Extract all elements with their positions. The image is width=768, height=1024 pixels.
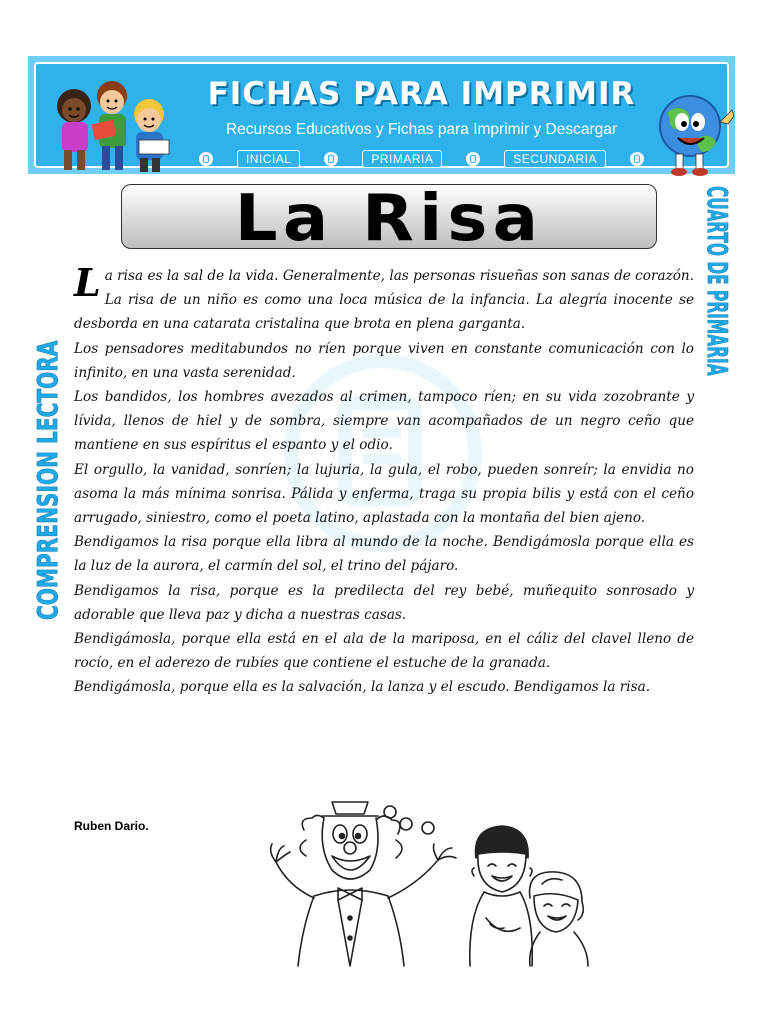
page-title: La Risa xyxy=(234,182,544,256)
story-text xyxy=(74,260,694,700)
story-paragraph: Bendigamos la risa porque ella libra al mundo de la noche. Bendigámosla porque ella es la luz de la aurora, el carmín del sol, el trino del pájaro. xyxy=(74,534,694,575)
nav-primaria-button[interactable]: PRIMARIA xyxy=(362,150,442,168)
story-paragraph: El orgullo, la vanidad, sonríen; la lujuria, la gula, el robo, pueden sonreír; la envidia no asoma la más mínima sonrisa. Pálida y enferma, traga su propia bilis y está con el ceño arrugado, siniestro, como el poeta latino, aplastada con la montaña del bien ajeno. xyxy=(74,461,694,527)
story-paragraph: Bendigámosla, porque ella está en el ala de la mariposa, en el cáliz del clavel lleno de rocío, en el aderezo de rubíes que contiene el estuche de la granada. xyxy=(74,631,694,672)
story-first-paragraph: a risa es la sal de la vida. Generalmente, las personas risueñas son sanas de corazón. La risa de un niño es como una loca música de la infancia. La alegría inocente se desborda en una catarata cristalina que brota en plena garganta. xyxy=(74,268,694,333)
story-paragraph xyxy=(74,260,694,337)
side-title-left xyxy=(25,190,75,620)
side-title-right xyxy=(692,186,742,498)
comprension-lectora-label: COMPRENSION LECTORA xyxy=(31,340,64,620)
story-paragraph: Bendigamos la risa, porque es la predilecta del rey bebé, muñequito sonrosado y adorable que lleva paz y dicha a nuestras casas. xyxy=(74,582,694,623)
site-title: FICHAS PARA IMPRIMIR xyxy=(207,76,636,112)
nav-bullet-icon xyxy=(199,152,213,166)
site-nav xyxy=(199,148,644,170)
nav-bullet-icon xyxy=(630,152,644,166)
header-banner-inner xyxy=(34,62,729,168)
story-paragraph: Bendigámosla, porque ella es la salvación, la lanza y el escudo. Bendigamos la risa. xyxy=(74,679,651,696)
drop-cap: L xyxy=(74,260,101,305)
header-banner xyxy=(28,56,735,174)
children-reading-illustration xyxy=(44,74,194,178)
clown-and-children-illustration xyxy=(258,788,608,970)
nav-inicial-button[interactable]: INICIAL xyxy=(237,150,301,168)
author-name: Ruben Dario. xyxy=(74,819,149,833)
story-paragraph: Los bandidos, los hombres avezados al crimen, tampoco ríen; en su vida zozobrante y lívida, llenos de hiel y de sombra, siempre van acompañados de un negro ceño que mantiene en sus espíritus el espanto y el odio. xyxy=(74,389,694,454)
site-subtitle: Recursos Educativos y Fichas para Imprimir y Descargar xyxy=(225,121,618,138)
title-box xyxy=(121,182,657,256)
nav-secundaria-button[interactable]: SECUNDARIA xyxy=(504,150,606,168)
grade-label: CUARTO DE PRIMARIA xyxy=(701,186,734,376)
nav-bullet-icon xyxy=(466,152,480,166)
story-paragraph: Los pensadores meditabundos no ríen porque viven en constante comunicación con lo infinito, en una vasta serenidad. xyxy=(74,340,694,381)
globe-mascot-icon xyxy=(648,82,736,178)
nav-bullet-icon xyxy=(324,152,338,166)
